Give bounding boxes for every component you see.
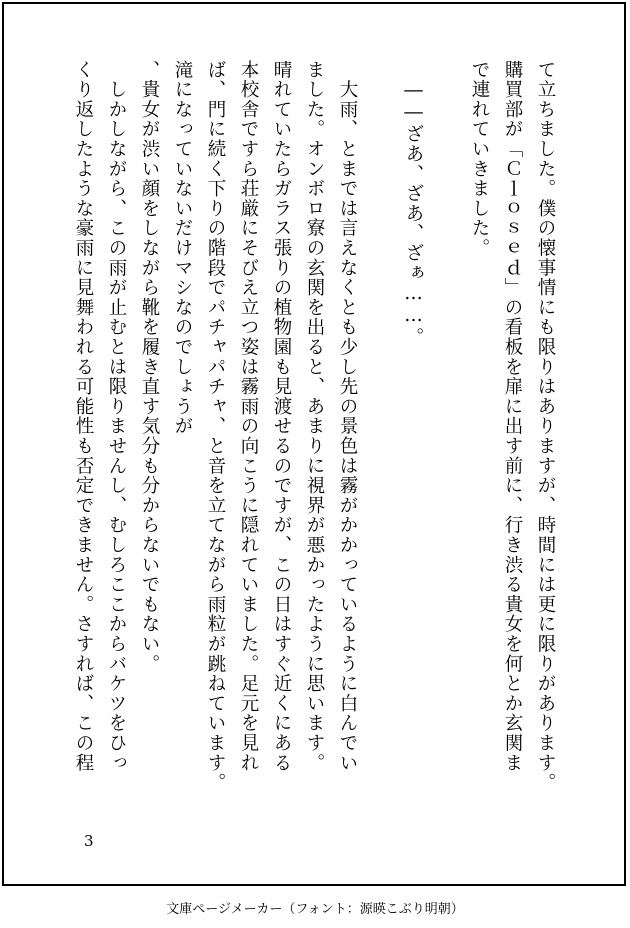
text-column-1: て立ちました。僕の懐事情にも限りはありますが、時間には更に限りがあります。 [535,60,556,793]
page-frame [2,2,626,886]
text-column-14: しかしながら、この雨が止むとは限りませんし、むしろここからバケツをひっ [106,60,127,773]
footer-credit: 文庫ページメーカー（フォント：源暎こぶり明朝） [166,902,464,917]
text-column-8: ました。オンボロ寮の玄関を出ると、あまりに視界が悪かったように思います。 [304,60,325,773]
text-column-4 [434,60,458,840]
page-number: 3 [84,832,94,850]
text-column-10: 本校舎ですら荘厳にそびえ立つ姿は霧雨の向こうに隠れていました。足元を見れ [238,60,259,773]
text-column-5: ――ざあ、ざあ、ざぁ……。 [403,60,424,348]
text-column-7: 大雨、とまでは言えなくとも少し先の景色は霧がかかっているように白んでい [337,60,358,773]
text-column-6 [368,60,392,840]
text-column-9: 晴れていたらガラス張りの植物園も見渡せるのですが、この日はすぐ近くにある [271,60,292,773]
text-column-15: くり返したような豪雨に見舞われる可能性も否定できません。さすれば、この程 [73,60,94,773]
text-column-11: ば、門に続く下りの階段でパチャパチャ、と音を立てながら雨粒が跳ねています。 [205,60,226,793]
text-column-3: で連れていきました。 [469,60,490,258]
text-column-2: 購買部が「Ｃｌｏｓｅｄ」の看板を扉に出す前に、行き渋る貴女を何とか玄関ま [502,60,523,773]
text-column-13: 、貴女が渋い顔をしながら靴を履き直す気分も分からないでもない。 [139,60,160,674]
text-column-12: 滝になっていないだけマシなのでしょうが [172,60,193,437]
